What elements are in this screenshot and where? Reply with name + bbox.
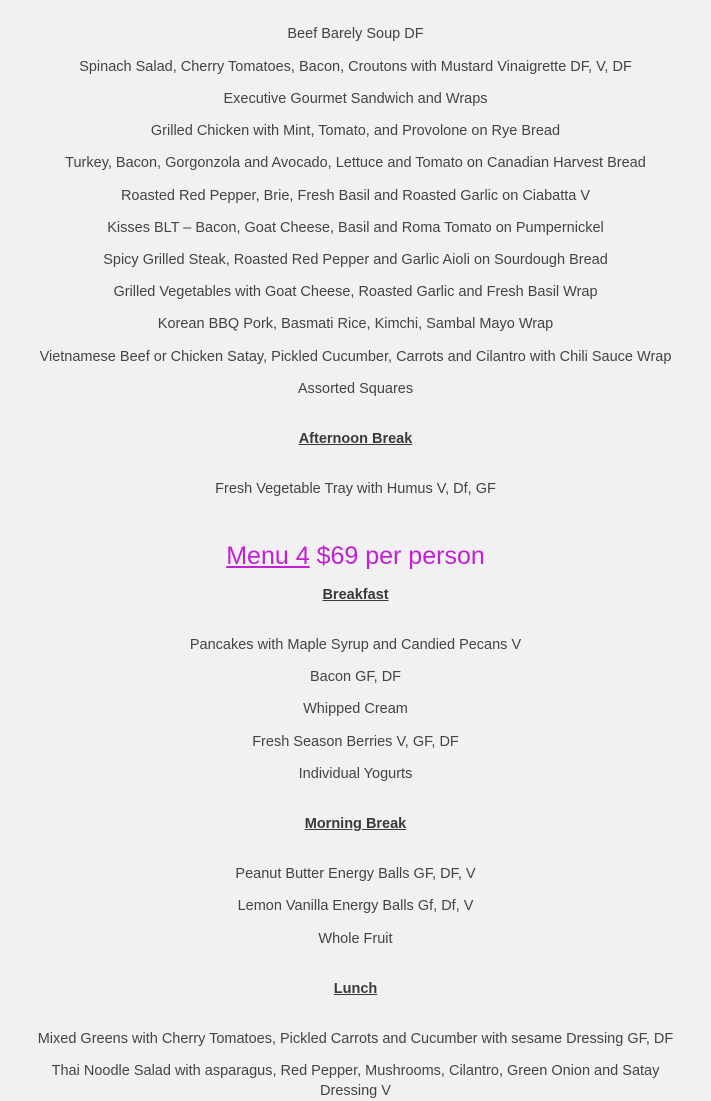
menu-item: Spicy Grilled Steak, Roasted Red Pepper and Garlic Aioli on Sourdough Bread xyxy=(103,252,608,268)
section-heading-morning-break: Morning Break xyxy=(304,816,407,832)
menu-item: Grilled Vegetables with Goat Cheese, Roasted Garlic and Fresh Basil Wrap xyxy=(113,284,598,300)
menu-item: Assorted Squares xyxy=(297,381,414,397)
menu-item: Mixed Greens with Cherry Tomatoes, Pickled Carrots and Cucumber with sesame Dressing GF, DF xyxy=(37,1031,674,1047)
menu-name-link[interactable]: Menu 4 xyxy=(226,542,310,570)
menu-item: Vietnamese Beef or Chicken Satay, Pickled Cucumber, Carrots and Cilantro with Chili Sauce Wrap xyxy=(39,349,672,365)
menu-item: Peanut Butter Energy Balls GF, DF, V xyxy=(235,866,476,882)
menu-item: Korean BBQ Pork, Basmati Rice, Kimchi, Sambal Mayo Wrap xyxy=(157,316,554,332)
menu-item: Thai Noodle Salad with asparagus, Red Pepper, Mushrooms, Cilantro, Green Onion and Satay Dressing V xyxy=(51,1063,660,1099)
menu-item: Whipped Cream xyxy=(303,701,408,717)
section-heading-lunch: Lunch xyxy=(333,981,378,997)
menu-item: Executive Gourmet Sandwich and Wraps xyxy=(223,91,488,107)
section-heading-afternoon-break: Afternoon Break xyxy=(298,431,413,447)
menu-item: Spinach Salad, Cherry Tomatoes, Bacon, Croutons with Mustard Vinaigrette DF, V, DF xyxy=(79,59,632,75)
menu-item: Lemon Vanilla Energy Balls Gf, Df, V xyxy=(237,898,474,914)
menu-item: Fresh Season Berries V, GF, DF xyxy=(252,734,459,750)
menu-item: Whole Fruit xyxy=(318,931,393,947)
menu-item: Grilled Chicken with Mint, Tomato, and Provolone on Rye Bread xyxy=(150,123,561,139)
menu-item: Beef Barely Soup DF xyxy=(287,26,424,42)
menu-item: Bacon GF, DF xyxy=(309,669,402,685)
menu-item: Roasted Red Pepper, Brie, Fresh Basil and Roasted Garlic on Ciabatta V xyxy=(120,188,591,204)
section-heading-breakfast: Breakfast xyxy=(322,587,389,603)
menu-item: Turkey, Bacon, Gorgonzola and Avocado, Lettuce and Tomato on Canadian Harvest Bread xyxy=(65,155,646,171)
menu-item: Pancakes with Maple Syrup and Candied Pecans V xyxy=(189,637,522,653)
menu-item: Fresh Vegetable Tray with Humus V, Df, GF xyxy=(215,481,496,497)
menu-price: $69 per person xyxy=(309,542,485,570)
menu-title xyxy=(0,539,711,573)
menu-item: Kisses BLT – Bacon, Goat Cheese, Basil and Roma Tomato on Pumpernickel xyxy=(107,220,604,236)
menu-item: Individual Yogurts xyxy=(298,766,413,782)
